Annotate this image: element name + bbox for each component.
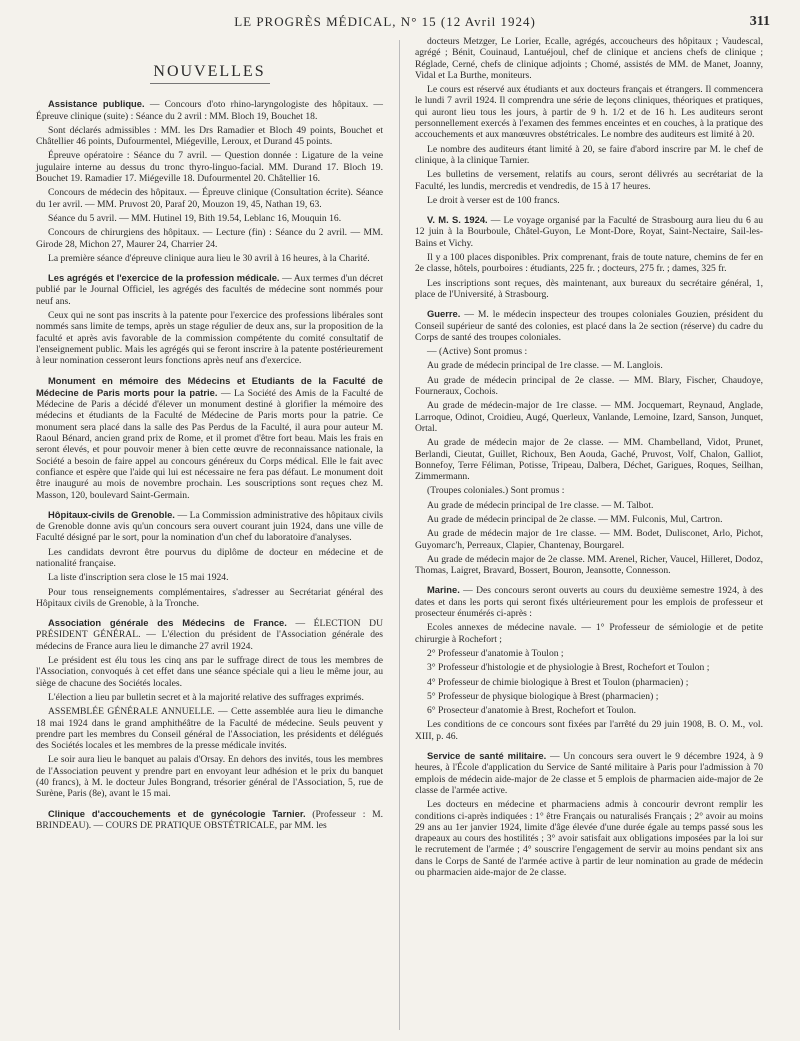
- paragraph-text: La liste d'inscription sera close le 15 mai 1924.: [48, 572, 229, 584]
- paragraph-text: — La Société des Amis de la Faculté de Médecine de Paris a décidé d'élever un monument destiné à glorifier la mémoire des médecins et étudiants de la Faculté de Médecine de Paris morts pour la patrie. Ce monument sera placé dans la salle des Pas Perdus de la Faculté, il aura pour auteur M. Raoul Bénard, ancien grand prix de Rome, et il promet d'être fort beau. Mais les frais en seront élevés, et pour pouvoir mener à bien cette œuvre de reconnaissance nationale, la Société a besoin de faire appel au concours généreux du Corps médical. Elle le fait avec confiance et espère que l'aide qui lui est nécessaire ne fera pas défaut. Le monument doit être inauguré au mois de novembre prochain. Les souscriptions sont reçues chez M. Masson, 120, boulevard Saint-Germain.: [36, 387, 384, 501]
- paragraph-text: — ÉLECTION DU PRÉSIDENT GÉNÉRAL. — L'élection du président de l'Association générale des médecins de France aura lieu le dimanche 27 avril 1924.: [36, 618, 383, 652]
- paragraph: [36, 706, 383, 751]
- paragraph-heading: Les agrégés et l'exercice de la profession médicale.: [48, 272, 280, 284]
- paragraph: [415, 437, 763, 482]
- paragraph-text: Il y a 100 places disponibles. Prix comprenant, frais de toute nature, chemins de fer en 2e classe, hôtels, pourboires : étudiants, 225 fr. ; docteurs, 275 fr. ; dames, 325 fr.: [415, 252, 763, 275]
- paragraph: [36, 187, 383, 210]
- paragraph: [36, 310, 383, 366]
- paragraph-text: 5° Professeur de physique biologique à Brest (pharmacien) ;: [427, 690, 659, 702]
- paragraph: [415, 278, 763, 301]
- paragraph: [36, 655, 383, 689]
- paragraph: [415, 169, 763, 192]
- paragraph: [36, 754, 383, 799]
- title-rule: [150, 83, 270, 84]
- paragraph-text: Les bulletins de versement, relatifs au cours, seront délivrés au secrétariat de la Faculté, les lundis, mercredis et vendredis, de 15 à 17 heures.: [415, 169, 763, 192]
- paragraph: [36, 547, 383, 570]
- paragraph-heading: Assistance publique.: [48, 98, 145, 110]
- paragraph-text: — Concours d'oto rhino-laryngologiste des hôpitaux. — Épreuve clinique (suite) : Séance du 2 avril : MM. Bloch 19, Bouchet 18.: [36, 99, 383, 122]
- paragraph-text: — Un concours sera ouvert le 9 décembre 1924, à 9 heures, à l'École d'application du Service de Santé militaire à Paris pour l'admission à 70 emplois de médecin aide-major de 2e classe et 5 emplois de pharmacien aide-major de 2e classe de l'armée active.: [415, 751, 763, 796]
- paragraph-text: Au grade de médecin major de 2e classe. — MM. Chambelland, Vidot, Prunet, Berlandi, Cieutat, Guillet, Richoux, Ben Aouda, Gaché, Pruvost, Volf, Chalon, Galliot, Bonnefoy, Terre Féliman, Potisse, Tripeau, Dalbera, Déchet, Garigues, Roques, Seilhan, Zimmermann.: [415, 437, 763, 483]
- paragraph: [36, 572, 383, 583]
- paragraph: [415, 554, 763, 577]
- paragraph-heading: Service de santé militaire.: [427, 750, 547, 762]
- left-column: [36, 40, 383, 834]
- paragraph-text: — M. le médecin inspecteur des troupes coloniales Gouzien, président du Conseil supérieur de santé des colonies, est placé dans la 2e section (réserve) du cadre du Corps de santé des troupes coloniales.: [415, 309, 763, 343]
- paragraph-text: Le cours est réservé aux étudiants et aux docteurs français et étrangers. Il commencera le lundi 7 avril 1924. Il comprendra une série de leçons cliniques, théoriques et pratiques, qui auront lieu tous les jours, à partir de 9 h. 1/2 et de 16 h. Les auditeurs seront personnellement exercés à l'examen des femmes enceintes et en couches, à la pratique des accouchements et aux manœuvres obstétricales. Le nombre des auditeurs est limité à 20.: [415, 84, 763, 141]
- paragraph-text: — La Commission administrative des hôpitaux civils de Grenoble donne avis qu'un concours sera ouvert courant juin 1924, dans une ville de Faculté désigné par le sort, pour la nomination d'un chef du laboratoire d'analyses.: [36, 509, 384, 544]
- paragraph-text: — (Active) Sont promus :: [427, 346, 528, 358]
- paragraph-text: — Des concours seront ouverts au cours du deuxième semestre 1924, à des dates et dans les ports qui seront fixés ultérieurement pour les emplois de professeur et prosecteur énumérés ci-après :: [415, 585, 763, 620]
- paragraph: [415, 662, 763, 673]
- right-column: [415, 36, 763, 881]
- paragraph-heading: Monument en mémoire des Médecins et Etudiants de la Faculté de Médecine de Paris morts pour la patrie.: [36, 374, 383, 398]
- paragraph: [36, 617, 383, 652]
- paragraph-text: Concours de chirurgiens des hôpitaux. — Lecture (fin) : Séance du 2 avril. — MM. Girode 28, Michon 27, Maurer 24, Charrier 24.: [36, 227, 383, 250]
- left-column-body: [36, 98, 383, 831]
- paragraph: [415, 84, 763, 140]
- paragraph: [415, 677, 763, 688]
- paragraph: [36, 509, 383, 544]
- paragraph: [415, 144, 763, 167]
- paragraph: [415, 799, 763, 878]
- paragraph: [415, 400, 763, 434]
- paragraph: [36, 587, 383, 610]
- paragraph: [36, 808, 383, 832]
- page-number: 311: [749, 14, 770, 29]
- paragraph-text: Les docteurs en médecine et pharmaciens admis à concourir devront remplir les conditions ci-après indiquées : 1° être Français ou naturalisés Français ; 2° avoir au moins 29 ans au 1er janvier 1924, limite d'âge élevée d'une durée égale au temps passé sous les drapeaux au cours des hostilités ; 3° avoir satisfait aux obligations imposées par la loi sur le recrutement de l'armée ; 4° souscrire l'engagement de servir au moins pendant six ans dans le Corps de Santé de l'armée active à partir de leur nomination au grade de médecin ou pharmacien aide-major de 2e classe.: [415, 799, 763, 878]
- page-header: [0, 14, 800, 36]
- paragraph: [36, 272, 383, 307]
- paragraph: [415, 346, 763, 357]
- paragraph-text: Le président est élu tous les cinq ans par le suffrage direct de tous les membres de l'Association, convoqués à cet effet dans une séance spéciale qui a lieu le même jour, au siège de chacune des Sociétés locales.: [36, 655, 383, 689]
- paragraph-text: (Professeur : M. BRINDEAU). — COURS DE PRATIQUE OBSTÉTRICALE, par MM. les: [36, 808, 383, 831]
- running-title: LE PROGRÈS MÉDICAL, N° 15 (12 Avril 1924): [234, 14, 536, 29]
- paragraph: [415, 750, 763, 796]
- paragraph-text: Au grade de médecin principal de 1re classe. — M. Langlois.: [427, 360, 663, 372]
- paragraph-text: Au grade de médecin major de 2e classe. MM. Arenel, Richer, Vaucel, Hilleret, Dodoz, Thomas, Laigret, Bravard, Bossert, Bouron, Jeansotte, Connesson.: [415, 553, 763, 577]
- paragraph: [415, 648, 763, 659]
- paragraph: [415, 195, 763, 206]
- paragraph: [36, 213, 383, 224]
- paragraph: [415, 375, 763, 398]
- paragraph: [415, 719, 763, 742]
- paragraph-text: Épreuve opératoire : Séance du 7 avril. — Question donnée : Ligature de la veine jugulaire interne au dessus du tronc thyro-linguo-facial. MM. Durand 17. Bloch 19. Bouchet 19. Ramadier 17. Miégeville 18. Dufourmentel 20. Châtellier 16.: [36, 150, 383, 185]
- paragraph-text: (Troupes coloniales.) Sont promus :: [427, 485, 565, 497]
- paragraph: [36, 692, 383, 703]
- paragraph-text: Les candidats devront être pourvus du diplôme de docteur en médecine et de nationalité française.: [36, 546, 383, 569]
- paragraph-text: Au grade de médecin principal de 2e classe. — MM. Fulconis, Mul, Cartron.: [427, 513, 723, 525]
- paragraph-text: Le nombre des auditeurs étant limité à 20, se faire d'abord inscrire par M. le chef de clinique, à la clinique Tarnier.: [415, 143, 763, 166]
- paragraph-text: L'élection a lieu par bulletin secret et à la majorité relative des suffrages exprimés.: [48, 691, 364, 703]
- paragraph-text: 6° Prosecteur d'anatomie à Brest, Rochefort et Toulon.: [427, 705, 637, 717]
- paragraph-text: 4° Professeur de chimie biologique à Brest et Toulon (pharmacien) ;: [427, 676, 689, 688]
- column-divider: [399, 40, 400, 1030]
- paragraph-heading: Association générale des Médecins de France.: [48, 617, 287, 629]
- paragraph-text: Ecoles annexes de médecine navale. — 1° Professeur de sémiologie et de petite chirurgie à Rochefort ;: [415, 622, 763, 645]
- paragraph-text: Au grade de médecin major de 1re classe. — MM. Bodet, Dulisconet, Arlo, Pichot, Guyomarc'h, Perreaux, Clapier, Chantenay, Bourgarel.: [415, 528, 763, 551]
- paragraph-heading: Hôpitaux-civils de Grenoble.: [48, 508, 175, 520]
- paragraph-text: Concours de médecin des hôpitaux. — Épreuve clinique (Consultation écrite). Séance du 1er avril. — MM. Pruvost 20, Paraf 20, Mouzon 19, 45, Nathan 19, 63.: [36, 187, 383, 210]
- paragraph-text: Au grade de médecin principal de 1re classe. — M. Talbot.: [427, 499, 654, 511]
- paragraph: [415, 360, 763, 371]
- paragraph: [415, 500, 763, 511]
- paragraph-heading: Marine.: [427, 584, 460, 596]
- paragraph-text: Les inscriptions sont reçues, dès maintenant, aux bureaux du secrétaire général, 1, place de l'Université, à Strasbourg.: [415, 277, 763, 300]
- paragraph: [415, 528, 763, 551]
- paragraph-text: Séance du 5 avril. — MM. Hutinel 19, Bith 19.54, Leblanc 16, Mouquin 16.: [48, 212, 342, 224]
- paragraph-text: — Aux termes d'un décret publié par le Journal Officiel, les agrégés des facultés de médecine sont nommés pour neuf ans.: [36, 273, 384, 307]
- paragraph-text: 3° Professeur d'histologie et de physiologie à Brest, Rochefort et Toulon ;: [427, 662, 710, 674]
- paragraph: [36, 150, 383, 184]
- paragraph: [415, 214, 763, 249]
- paragraph: [36, 375, 383, 501]
- paragraph: [415, 485, 763, 496]
- section-title: NOUVELLES: [153, 63, 266, 80]
- paragraph: [415, 705, 763, 716]
- paragraph-text: Pour tous renseignements complémentaires, s'adresser au Secrétariat général des Hôpitaux civils de Grenoble, à la Tronche.: [36, 586, 383, 609]
- paragraph: [36, 227, 383, 250]
- paragraph: [415, 308, 763, 343]
- paragraph-text: 2° Professeur d'anatomie à Toulon ;: [427, 647, 564, 659]
- paragraph: [415, 252, 763, 275]
- paragraph-text: Au grade de médecin-major de 1re classe. — MM. Jocquemart, Reynaud, Anglade, Larroque, Odinot, Croidieu, Augé, Querleux, Vanlande, Lemoine, Izard, Sanson, Junquet, Ortal.: [415, 400, 763, 434]
- paragraph: [36, 98, 383, 122]
- paragraph: [415, 514, 763, 525]
- paragraph-text: Sont déclarés admissibles : MM. les Drs Ramadier et Bloch 49 points, Bouchet et Châtellier 46 points, Dufourmentel, Miégeville, Leroux, et Durand 45 points.: [36, 124, 383, 148]
- paragraph-text: La première séance d'épreuve clinique aura lieu le 30 avril à 16 heures, à la Charité.: [48, 252, 370, 264]
- paragraph-text: Le soir aura lieu le banquet au palais d'Orsay. En dehors des invités, tous les membres de l'Association peuvent y prendre part en envoyant leur adhésion et le prix du banquet (40 francs), à M. le docteur Jules Bongrand, trésorier général de l'Association, 5, rue de Surène, Paris (8e), avant le 15 mai.: [36, 754, 383, 800]
- paragraph: [415, 691, 763, 702]
- paragraph-text: Ceux qui ne sont pas inscrits à la patente pour l'exercice des professions libérales sont nommés sans limite de temps, après un stage régulier de deux ans, sur la proposition de la faculté et après avis favorable de la commission compétente du comité consultatif de l'enseignement public. Mais les agrégés qui se feront inscrire à la patente postérieurement à leur nomination cesseront leurs fonctions après neuf ans d'exercice.: [36, 310, 383, 367]
- paragraph-text: Le droit à verser est de 100 francs.: [427, 194, 560, 206]
- paragraph-heading: V. M. S. 1924.: [427, 214, 488, 226]
- paragraph: [415, 622, 763, 645]
- paragraph: [36, 125, 383, 148]
- paragraph: [415, 584, 763, 619]
- paragraph-text: docteurs Metzger, Le Lorier, Ecalle, agrégés, accoucheurs des hôpitaux ; Vaudescal, agrégé ; Bénit, Couinaud, Lantuéjoul, chef de clinique et anciens chefs de clinique ; Réglade, Cerné, chefs de clinique adjoints ; Chomé, assistés de MM. de Manet, Joanny, Vidal et La Burthe, moniteurs.: [415, 36, 763, 81]
- paragraph-text: Les conditions de ce concours sont fixées par l'arrêté du 29 juin 1908, B. O. M., vol. XIII, p. 46.: [415, 719, 763, 742]
- paragraph-heading: Clinique d'accouchements et de gynécologie Tarnier.: [48, 807, 306, 819]
- paragraph-text: ASSEMBLÉE GÉNÉRALE ANNUELLE. — Cette assemblée aura lieu le dimanche 18 mai 1924 dans le grand amphithéâtre de la Faculté de médecine. Seuls peuvent y prendre part les membres du Conseil général de l'Association, les présidents et délégués des Sociétés locales et les membres de la presse médicale invités.: [36, 706, 383, 752]
- paragraph: [415, 36, 763, 81]
- paragraph-text: — Le voyage organisé par la Faculté de Strasbourg aura lieu du 6 au 12 juin à la Bourboule, Châtel-Guyon, Le Mont-Dore, Royat, Saint-Nectaire, Sail-les-Bains et Vichy.: [415, 215, 763, 249]
- paragraph: [36, 253, 383, 264]
- paragraph-text: Au grade de médecin principal de 2e classe. — MM. Blary, Fischer, Chaudoye, Fourneraux, Cochois.: [415, 374, 763, 398]
- paragraph-heading: Guerre.: [427, 308, 461, 320]
- right-column-body: [415, 36, 763, 878]
